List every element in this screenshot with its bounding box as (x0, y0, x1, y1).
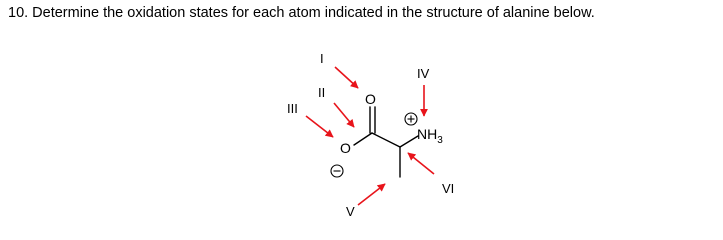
label-V: V (346, 204, 355, 219)
arrow-VI (408, 153, 434, 174)
arrow-III (306, 116, 333, 137)
label-III: III (287, 101, 298, 116)
label-II: II (318, 85, 326, 100)
carboxylate-oxygen-label: O (340, 140, 351, 156)
question-number: 10. (8, 5, 29, 21)
bond-o-c1 (354, 133, 372, 145)
label-IV: IV (417, 66, 430, 81)
label-I: I (320, 51, 324, 66)
ammonium-nh-text: NH (417, 126, 438, 142)
bond-calpha-n (400, 136, 418, 147)
arrow-V (358, 184, 385, 205)
carbonyl-oxygen-label: O (365, 91, 376, 107)
bond-c1-calpha (372, 133, 400, 147)
question-prompt: Determine the oxidation states for each atom indicated in the structure of alanine below. (32, 5, 595, 21)
label-VI: VI (442, 181, 455, 196)
ammonium-subscript: 3 (437, 135, 443, 146)
negative-charge-icon (331, 165, 343, 177)
positive-charge-icon (405, 113, 417, 125)
ammonium-label (417, 126, 443, 146)
arrow-II (334, 103, 354, 127)
arrow-I (335, 67, 358, 88)
